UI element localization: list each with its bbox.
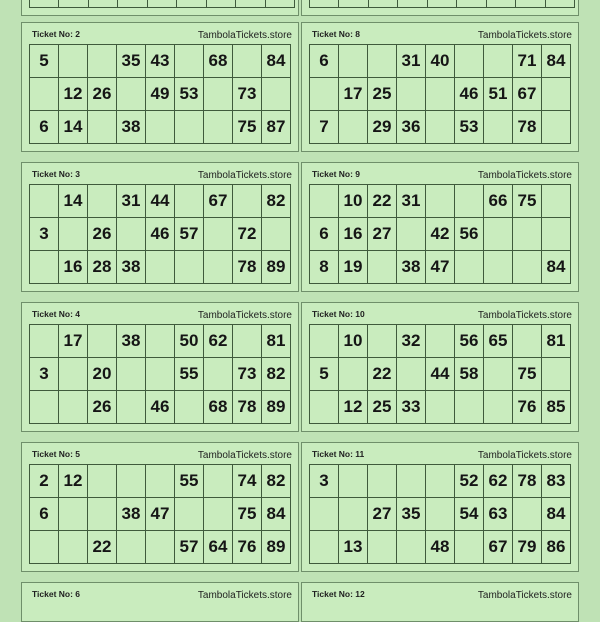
brand-label: TambolaTickets.store bbox=[197, 590, 292, 601]
ticket-empty-cell bbox=[30, 325, 59, 358]
ticket-empty-cell bbox=[455, 251, 484, 284]
ticket-number-cell: 64 bbox=[204, 531, 233, 564]
ticket-empty-cell bbox=[397, 531, 426, 564]
ticket-number-cell: 27 bbox=[368, 218, 397, 251]
ticket-empty-cell bbox=[146, 465, 175, 498]
ticket-empty-cell bbox=[513, 325, 542, 358]
ticket-empty-cell bbox=[542, 185, 571, 218]
ticket-empty-cell bbox=[397, 465, 426, 498]
ticket-number-cell: 78 bbox=[513, 465, 542, 498]
brand-label: TambolaTickets.store bbox=[197, 310, 292, 321]
ticket-number-cell: 36 bbox=[397, 111, 426, 144]
ticket-number-cell: 17 bbox=[339, 78, 368, 111]
ticket-number-cell: 10 bbox=[339, 325, 368, 358]
ticket-number-cell: 82 bbox=[262, 185, 291, 218]
ticket-number-cell: 73 bbox=[233, 358, 262, 391]
ticket-grid bbox=[309, 44, 571, 144]
ticket-number-cell: 35 bbox=[397, 498, 426, 531]
ticket-row bbox=[310, 185, 571, 218]
ticket-number-cell: 2 bbox=[30, 465, 59, 498]
ticket-empty-cell bbox=[455, 391, 484, 424]
ticket-number-cell: 44 bbox=[146, 185, 175, 218]
ticket-row bbox=[310, 218, 571, 251]
ticket-number-cell: 27 bbox=[368, 498, 397, 531]
ticket-number: Ticket No: 6 bbox=[32, 589, 81, 599]
ticket-number-cell: 12 bbox=[339, 391, 368, 424]
ticket-empty-cell bbox=[175, 498, 204, 531]
ticket-empty-cell bbox=[233, 325, 262, 358]
ticket-partial-top bbox=[301, 0, 579, 16]
ticket-row bbox=[310, 45, 571, 78]
ticket-number-cell: 84 bbox=[542, 45, 571, 78]
ticket-grid bbox=[29, 464, 291, 564]
ticket-empty-cell bbox=[59, 358, 88, 391]
ticket-number-cell: 56 bbox=[455, 325, 484, 358]
ticket-number-cell: 22 bbox=[368, 358, 397, 391]
ticket-number: Ticket No: 8 bbox=[312, 29, 361, 39]
ticket-empty-cell bbox=[339, 111, 368, 144]
ticket-number-cell: 44 bbox=[426, 358, 455, 391]
ticket-number-cell: 48 bbox=[426, 531, 455, 564]
ticket-empty-cell bbox=[117, 358, 146, 391]
ticket-number-cell: 55 bbox=[175, 465, 204, 498]
ticket-number-cell: 76 bbox=[233, 531, 262, 564]
ticket-number-cell: 26 bbox=[88, 78, 117, 111]
ticket-empty-cell bbox=[59, 391, 88, 424]
ticket-empty-cell bbox=[117, 531, 146, 564]
ticket-empty-cell bbox=[542, 78, 571, 111]
ticket-number-cell: 8 bbox=[310, 251, 339, 284]
ticket-empty-cell bbox=[88, 45, 117, 78]
ticket-empty-cell bbox=[455, 45, 484, 78]
ticket-number-cell: 38 bbox=[117, 498, 146, 531]
ticket-number-cell: 32 bbox=[397, 325, 426, 358]
ticket-empty-cell bbox=[117, 218, 146, 251]
ticket-card bbox=[21, 162, 299, 292]
ticket-number-cell: 82 bbox=[262, 465, 291, 498]
ticket-number-cell: 38 bbox=[117, 251, 146, 284]
ticket-grid bbox=[29, 184, 291, 284]
ticket-empty-cell bbox=[339, 465, 368, 498]
ticket-number-cell: 46 bbox=[146, 391, 175, 424]
ticket-number-cell: 78 bbox=[233, 391, 262, 424]
ticket-empty-cell bbox=[426, 391, 455, 424]
ticket-number-cell: 89 bbox=[262, 391, 291, 424]
ticket-number-cell: 89 bbox=[262, 531, 291, 564]
ticket-number-cell: 56 bbox=[455, 218, 484, 251]
ticket-number-cell: 83 bbox=[542, 465, 571, 498]
ticket-number-cell: 29 bbox=[368, 111, 397, 144]
ticket-empty-cell bbox=[146, 251, 175, 284]
ticket-empty-cell bbox=[175, 185, 204, 218]
ticket-row bbox=[30, 45, 291, 78]
ticket-row bbox=[30, 218, 291, 251]
ticket-number-cell: 84 bbox=[262, 45, 291, 78]
ticket-number-cell: 86 bbox=[542, 531, 571, 564]
ticket-number-cell: 22 bbox=[88, 531, 117, 564]
ticket-number-cell: 84 bbox=[262, 498, 291, 531]
ticket-number-cell: 51 bbox=[484, 78, 513, 111]
ticket-empty-cell bbox=[542, 111, 571, 144]
ticket-empty-cell bbox=[204, 111, 233, 144]
ticket-number-cell: 66 bbox=[484, 185, 513, 218]
ticket-row bbox=[310, 465, 571, 498]
ticket-number-cell: 81 bbox=[262, 325, 291, 358]
brand-label: TambolaTickets.store bbox=[477, 170, 572, 181]
ticket-empty-cell bbox=[233, 185, 262, 218]
ticket-empty-cell bbox=[513, 498, 542, 531]
ticket-row bbox=[30, 465, 291, 498]
ticket-empty-cell bbox=[310, 78, 339, 111]
ticket-number-cell: 7 bbox=[310, 111, 339, 144]
ticket-number-cell: 6 bbox=[310, 45, 339, 78]
ticket-number: Ticket No: 5 bbox=[32, 449, 81, 459]
ticket-number-cell: 87 bbox=[262, 111, 291, 144]
ticket-row bbox=[310, 531, 571, 564]
ticket-empty-cell bbox=[204, 251, 233, 284]
ticket-row bbox=[30, 325, 291, 358]
ticket-number-cell: 16 bbox=[59, 251, 88, 284]
ticket-number-cell: 46 bbox=[455, 78, 484, 111]
ticket-number-cell: 40 bbox=[426, 45, 455, 78]
ticket-empty-cell bbox=[426, 78, 455, 111]
ticket-number-cell: 46 bbox=[146, 218, 175, 251]
ticket-number-cell: 54 bbox=[455, 498, 484, 531]
ticket-number-cell: 52 bbox=[455, 465, 484, 498]
ticket-number-cell: 33 bbox=[397, 391, 426, 424]
ticket-number-cell: 42 bbox=[426, 218, 455, 251]
ticket-number-cell: 5 bbox=[30, 45, 59, 78]
ticket-grid bbox=[309, 464, 571, 564]
ticket-empty-cell bbox=[426, 325, 455, 358]
ticket-number-cell: 26 bbox=[88, 391, 117, 424]
ticket-empty-cell bbox=[542, 218, 571, 251]
ticket-number-cell: 84 bbox=[542, 498, 571, 531]
ticket-card bbox=[21, 22, 299, 152]
ticket-empty-cell bbox=[204, 78, 233, 111]
ticket-number-cell: 25 bbox=[368, 391, 397, 424]
ticket-number-cell: 47 bbox=[426, 251, 455, 284]
ticket-row bbox=[310, 251, 571, 284]
ticket-number-cell: 75 bbox=[513, 185, 542, 218]
ticket-empty-cell bbox=[262, 218, 291, 251]
ticket-empty-cell bbox=[117, 465, 146, 498]
ticket-number-cell: 16 bbox=[339, 218, 368, 251]
ticket-empty-cell bbox=[339, 45, 368, 78]
ticket-number-cell: 49 bbox=[146, 78, 175, 111]
ticket-card bbox=[301, 22, 579, 152]
ticket-empty-cell bbox=[175, 251, 204, 284]
ticket-number: Ticket No: 12 bbox=[312, 589, 365, 599]
ticket-number-cell: 3 bbox=[30, 218, 59, 251]
ticket-number: Ticket No: 11 bbox=[312, 449, 365, 459]
ticket-number-cell: 47 bbox=[146, 498, 175, 531]
ticket-row bbox=[30, 111, 291, 144]
ticket-empty-cell bbox=[233, 45, 262, 78]
ticket-number-cell: 84 bbox=[542, 251, 571, 284]
ticket-empty-cell bbox=[484, 358, 513, 391]
brand-label: TambolaTickets.store bbox=[197, 30, 292, 41]
brand-label: TambolaTickets.store bbox=[477, 450, 572, 461]
ticket-empty-cell bbox=[204, 218, 233, 251]
ticket-empty-cell bbox=[88, 111, 117, 144]
ticket-card bbox=[301, 162, 579, 292]
ticket-number-cell: 14 bbox=[59, 111, 88, 144]
ticket-empty-cell bbox=[30, 251, 59, 284]
ticket-grid bbox=[29, 324, 291, 424]
ticket-empty-cell bbox=[513, 251, 542, 284]
ticket-card bbox=[301, 302, 579, 432]
ticket-partial-bottom bbox=[21, 582, 299, 622]
ticket-row bbox=[310, 391, 571, 424]
ticket-number-cell: 5 bbox=[310, 358, 339, 391]
ticket-number-cell: 79 bbox=[513, 531, 542, 564]
ticket-empty-cell bbox=[310, 531, 339, 564]
ticket-empty-cell bbox=[397, 218, 426, 251]
ticket-number-cell: 65 bbox=[484, 325, 513, 358]
ticket-number-cell: 62 bbox=[484, 465, 513, 498]
ticket-number-cell: 82 bbox=[262, 358, 291, 391]
ticket-number-cell: 22 bbox=[368, 185, 397, 218]
ticket-empty-cell bbox=[484, 218, 513, 251]
ticket-empty-cell bbox=[368, 465, 397, 498]
ticket-card bbox=[21, 302, 299, 432]
ticket-partial-top bbox=[21, 0, 299, 16]
ticket-empty-cell bbox=[59, 498, 88, 531]
ticket-grid-strip bbox=[309, 0, 575, 8]
ticket-number: Ticket No: 4 bbox=[32, 309, 81, 319]
ticket-number-cell: 57 bbox=[175, 531, 204, 564]
ticket-card bbox=[21, 442, 299, 572]
ticket-row bbox=[30, 531, 291, 564]
ticket-row bbox=[30, 185, 291, 218]
ticket-number-cell: 75 bbox=[233, 111, 262, 144]
ticket-number-cell: 10 bbox=[339, 185, 368, 218]
ticket-number-cell: 75 bbox=[513, 358, 542, 391]
ticket-empty-cell bbox=[397, 358, 426, 391]
brand-label: TambolaTickets.store bbox=[477, 30, 572, 41]
ticket-number: Ticket No: 3 bbox=[32, 169, 81, 179]
ticket-number-cell: 31 bbox=[397, 185, 426, 218]
ticket-empty-cell bbox=[368, 251, 397, 284]
ticket-empty-cell bbox=[88, 325, 117, 358]
ticket-empty-cell bbox=[30, 391, 59, 424]
ticket-number-cell: 20 bbox=[88, 358, 117, 391]
ticket-number-cell: 38 bbox=[117, 111, 146, 144]
ticket-number-cell: 58 bbox=[455, 358, 484, 391]
ticket-empty-cell bbox=[426, 498, 455, 531]
ticket-number-cell: 62 bbox=[204, 325, 233, 358]
ticket-empty-cell bbox=[117, 78, 146, 111]
ticket-number-cell: 67 bbox=[513, 78, 542, 111]
ticket-empty-cell bbox=[262, 78, 291, 111]
ticket-empty-cell bbox=[146, 531, 175, 564]
brand-label: TambolaTickets.store bbox=[197, 170, 292, 181]
ticket-number-cell: 26 bbox=[88, 218, 117, 251]
ticket-number-cell: 74 bbox=[233, 465, 262, 498]
ticket-number-cell: 43 bbox=[146, 45, 175, 78]
ticket-row bbox=[310, 78, 571, 111]
ticket-number: Ticket No: 2 bbox=[32, 29, 81, 39]
ticket-grid bbox=[29, 44, 291, 144]
ticket-grid-strip bbox=[29, 0, 295, 8]
ticket-empty-cell bbox=[368, 45, 397, 78]
brand-label: TambolaTickets.store bbox=[477, 310, 572, 321]
ticket-empty-cell bbox=[426, 465, 455, 498]
ticket-empty-cell bbox=[59, 218, 88, 251]
ticket-empty-cell bbox=[117, 391, 146, 424]
ticket-empty-cell bbox=[175, 45, 204, 78]
ticket-empty-cell bbox=[542, 358, 571, 391]
ticket-row bbox=[30, 251, 291, 284]
ticket-empty-cell bbox=[455, 185, 484, 218]
ticket-number: Ticket No: 10 bbox=[312, 309, 365, 319]
ticket-empty-cell bbox=[88, 465, 117, 498]
ticket-empty-cell bbox=[30, 531, 59, 564]
ticket-empty-cell bbox=[368, 531, 397, 564]
ticket-number-cell: 6 bbox=[310, 218, 339, 251]
ticket-empty-cell bbox=[88, 185, 117, 218]
ticket-number-cell: 38 bbox=[117, 325, 146, 358]
ticket-number-cell: 81 bbox=[542, 325, 571, 358]
ticket-number-cell: 89 bbox=[262, 251, 291, 284]
ticket-number-cell: 17 bbox=[59, 325, 88, 358]
ticket-empty-cell bbox=[175, 391, 204, 424]
ticket-number-cell: 76 bbox=[513, 391, 542, 424]
ticket-empty-cell bbox=[59, 45, 88, 78]
ticket-number-cell: 67 bbox=[484, 531, 513, 564]
ticket-empty-cell bbox=[426, 111, 455, 144]
ticket-number-cell: 67 bbox=[204, 185, 233, 218]
ticket-empty-cell bbox=[30, 78, 59, 111]
ticket-empty-cell bbox=[310, 391, 339, 424]
ticket-row bbox=[310, 498, 571, 531]
ticket-empty-cell bbox=[204, 465, 233, 498]
ticket-empty-cell bbox=[484, 111, 513, 144]
ticket-partial-bottom bbox=[301, 582, 579, 622]
ticket-empty-cell bbox=[310, 498, 339, 531]
ticket-empty-cell bbox=[455, 531, 484, 564]
ticket-number-cell: 71 bbox=[513, 45, 542, 78]
ticket-empty-cell bbox=[513, 218, 542, 251]
ticket-number-cell: 6 bbox=[30, 111, 59, 144]
ticket-empty-cell bbox=[484, 45, 513, 78]
ticket-empty-cell bbox=[310, 325, 339, 358]
ticket-number-cell: 31 bbox=[117, 185, 146, 218]
ticket-row bbox=[30, 498, 291, 531]
ticket-number-cell: 28 bbox=[88, 251, 117, 284]
ticket-empty-cell bbox=[204, 498, 233, 531]
ticket-empty-cell bbox=[204, 358, 233, 391]
ticket-empty-cell bbox=[146, 111, 175, 144]
ticket-number-cell: 68 bbox=[204, 391, 233, 424]
ticket-empty-cell bbox=[30, 185, 59, 218]
ticket-card bbox=[301, 442, 579, 572]
ticket-row bbox=[310, 325, 571, 358]
ticket-number-cell: 53 bbox=[175, 78, 204, 111]
ticket-empty-cell bbox=[339, 358, 368, 391]
ticket-number-cell: 73 bbox=[233, 78, 262, 111]
brand-label: TambolaTickets.store bbox=[477, 590, 572, 601]
ticket-empty-cell bbox=[426, 185, 455, 218]
ticket-number-cell: 68 bbox=[204, 45, 233, 78]
ticket-number-cell: 35 bbox=[117, 45, 146, 78]
ticket-number-cell: 3 bbox=[310, 465, 339, 498]
ticket-row bbox=[30, 391, 291, 424]
ticket-row bbox=[310, 358, 571, 391]
ticket-number-cell: 12 bbox=[59, 465, 88, 498]
ticket-grid bbox=[309, 184, 571, 284]
ticket-number-cell: 3 bbox=[30, 358, 59, 391]
ticket-number-cell: 12 bbox=[59, 78, 88, 111]
brand-label: TambolaTickets.store bbox=[197, 450, 292, 461]
ticket-empty-cell bbox=[484, 251, 513, 284]
ticket-empty-cell bbox=[310, 185, 339, 218]
ticket-number-cell: 25 bbox=[368, 78, 397, 111]
ticket-empty-cell bbox=[146, 325, 175, 358]
ticket-number-cell: 14 bbox=[59, 185, 88, 218]
ticket-number-cell: 19 bbox=[339, 251, 368, 284]
ticket-empty-cell bbox=[397, 78, 426, 111]
ticket-empty-cell bbox=[339, 498, 368, 531]
ticket-number-cell: 57 bbox=[175, 218, 204, 251]
ticket-number-cell: 75 bbox=[233, 498, 262, 531]
ticket-empty-cell bbox=[175, 111, 204, 144]
ticket-empty-cell bbox=[368, 325, 397, 358]
ticket-number-cell: 50 bbox=[175, 325, 204, 358]
ticket-empty-cell bbox=[59, 531, 88, 564]
ticket-empty-cell bbox=[88, 498, 117, 531]
ticket-number-cell: 78 bbox=[513, 111, 542, 144]
ticket-number: Ticket No: 9 bbox=[312, 169, 361, 179]
ticket-empty-cell bbox=[146, 358, 175, 391]
ticket-number-cell: 38 bbox=[397, 251, 426, 284]
ticket-grid bbox=[309, 324, 571, 424]
ticket-number-cell: 63 bbox=[484, 498, 513, 531]
ticket-number-cell: 55 bbox=[175, 358, 204, 391]
ticket-number-cell: 53 bbox=[455, 111, 484, 144]
ticket-row bbox=[30, 78, 291, 111]
ticket-number-cell: 13 bbox=[339, 531, 368, 564]
ticket-row bbox=[310, 111, 571, 144]
ticket-empty-cell bbox=[484, 391, 513, 424]
ticket-number-cell: 78 bbox=[233, 251, 262, 284]
ticket-number-cell: 6 bbox=[30, 498, 59, 531]
ticket-number-cell: 85 bbox=[542, 391, 571, 424]
ticket-number-cell: 72 bbox=[233, 218, 262, 251]
ticket-row bbox=[30, 358, 291, 391]
ticket-number-cell: 31 bbox=[397, 45, 426, 78]
